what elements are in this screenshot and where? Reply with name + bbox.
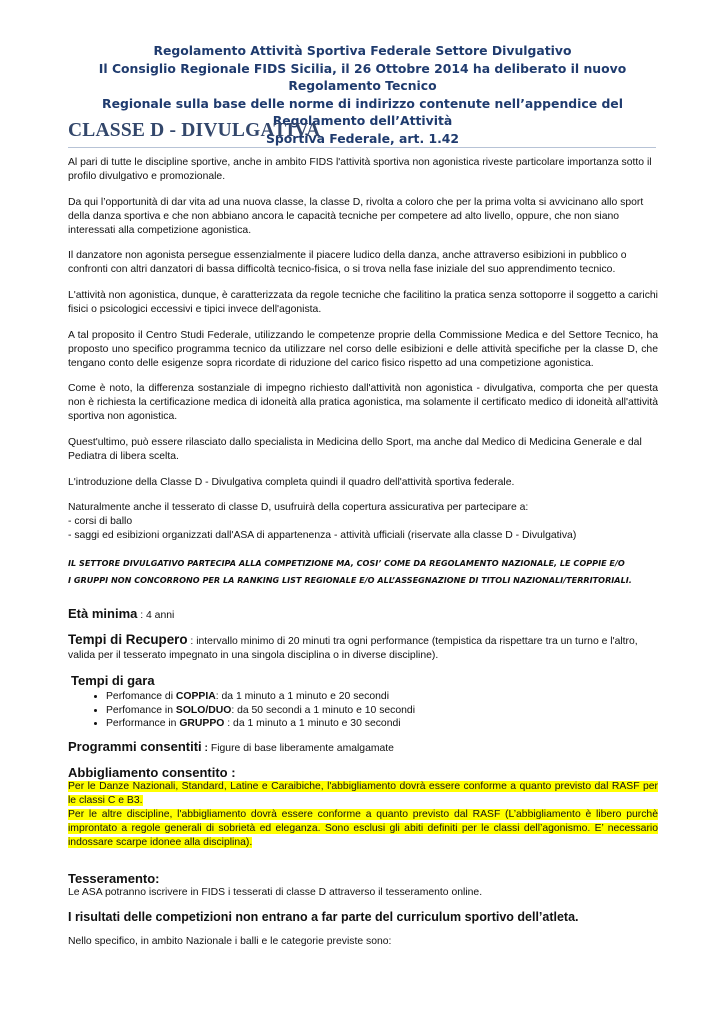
paragraph-certificate: Quest'ultimo, può essere rilasciato dallo specialista in Medicina dello Sport, ma anche dal Medico di Medicina Generale e dal Pediatra di libera scelta. (68, 436, 642, 462)
recupero-label: Tempi di Recupero (68, 631, 188, 647)
insurance-line-3: - saggi ed esibizioni organizzati dall'ASA di appartenenza - attività ufficiali (riservate alla classe D - Divulgativa) (68, 530, 577, 542)
abbigliamento-label: Abbigliamento consentito : (68, 765, 236, 781)
insurance-line-2: - corsi di ballo (68, 516, 133, 528)
header-line-3: Regionale sulla base delle norme di indirizzo contenute nell’appendice del Regolamento dell’Attività (102, 95, 623, 128)
document-body (68, 156, 658, 961)
gara-section (68, 674, 658, 732)
list-item: • Perfomance di COPPIA: da 1 minuto a 1 minuto e 20 secondi (106, 690, 658, 704)
abbigliamento-section (68, 766, 658, 849)
programmi-label: Programmi consentiti (68, 739, 202, 755)
notice-line-2: I GRUPPI NON CONCORRONO PER LA RANKING LIST REGIONALE E/O ALL’ASSEGNAZIONE DI TITOLI NAZIONALI/TERRITORIALI. (68, 574, 632, 585)
gara-label: Tempi di gara (71, 672, 155, 688)
paragraph-insurance (68, 501, 658, 543)
abbigliamento-text-2: Per le altre discipline, l'abbigliamento dovrà essere conforme a quanto previsto dal RASF (L’abbigliamento è libero purchè improntato a regole generali di sobrietà ed eleganza. Sono esclusi gli abiti definiti per le classi dell’agonismo. E’ necessario indossare scarpe idonee alla disciplina). (68, 809, 658, 848)
class-title: CLASSE D - DIVULGATIVA (68, 120, 656, 148)
programmi-value: Figure di base liberamente amalgamate (210, 743, 394, 755)
programmi-section (68, 740, 658, 756)
eta-value: : 4 anni (137, 610, 175, 622)
paragraph-opportunity: Da qui l’opportunità di dar vita ad una nuova classe, la classe D, rivolta a coloro che per la prima volta si avvicinano allo sport della danza sportiva e che non abbiano ancora le capacità tecniche per competere ad alto livello, oppure, che non siano interessati alla competizione agonistica. (68, 196, 644, 236)
tesseramento-section (68, 872, 658, 900)
paragraph-medical: Come è noto, la differenza sostanziale di impegno richiesto dall'attività non agonistica - divulgativa, comporta che per questa non è richiesta la certificazione medica di idoneità alla pratica agonistica, ma solamente il certificato medico di idoneità all'attività sportiva non agonistica. (68, 383, 658, 423)
notice-line-1: IL SETTORE DIVULGATIVO PARTECIPA ALLA COMPETIZIONE MA, COSI’ COME DA REGOLAMENTO NAZIONALE, LE COPPIE E/O (68, 558, 625, 569)
header-line-1: Regolamento Attività Sportiva Federale Settore Divulgativo (153, 43, 572, 58)
recupero-value: : intervallo minimo di 20 minuti tra ogni performance (tempistica da rispettare tra un turno e l'altro, valida per il tesserato impegnato in una singola disciplina o in diverse discipline). (68, 635, 638, 661)
paragraph-introduction: L'introduzione della Classe D - Divulgativa completa quindi il quadro dell'attività sportiva federale. (68, 476, 515, 488)
paragraph-study-center: A tal proposito il Centro Studi Federale, utilizzando le competenze proprie della Commissione Medica e del Settore Tecnico, ha proposto uno specifico programma tecnico da utilizzare nel corso delle esibizioni e delle attività specifiche per la classe D, che tengano conto delle esigenze sopra ricordate di riduzione del carico fisico rispetto ad una competizione agonistica. (68, 329, 658, 369)
programmi-colon: : (201, 743, 211, 755)
header-line-4: Sportiva Federale, art. 1.42 (265, 130, 460, 146)
list-item: • Performance in GRUPPO : da 1 minuto a 1 minuto e 30 secondi (106, 717, 658, 731)
eta-label: Età minima (68, 606, 138, 622)
paragraph-intro: Al pari di tutte le discipline sportive, anche in ambito FIDS l'attività sportiva non agonistica riveste particolare importanza sotto il profilo divulgativo e promozionale. (68, 157, 652, 182)
tesseramento-text: Le ASA potranno iscrivere in FIDS i tesserati di classe D attraverso il tesseramento online. (68, 886, 483, 898)
paragraph-activity: L'attività non agonistica, dunque, è caratterizzata da regole tecniche che facilitino la pratica senza sottoporre il soggetto a carichi fisici o psicologici eccessivi e tipici invece dell'agonista. (68, 290, 658, 315)
recupero-section (68, 633, 658, 663)
gara-list (68, 690, 658, 732)
tesseramento-label: Tesseramento: (68, 870, 160, 886)
nello-specifico: Nello specifico, in ambito Nazionale i balli e le categorie previste sono: (68, 936, 392, 948)
paragraph-dancer: Il danzatore non agonista persegue essenzialmente il piacere ludico della danza, anche attraverso esibizioni in pubblico o confronti con altri danzatori di bassa difficoltà tecnico-fisica, o si trova nella fase iniziale del suo apprendimento tecnico. (68, 250, 627, 276)
header-line-2: Il Consiglio Regionale FIDS Sicilia, il 26 Ottobre 2014 ha deliberato il nuovo Regolamento Tecnico (98, 60, 627, 93)
abbigliamento-text-1: Per le Danze Nazionali, Standard, Latine e Caraibiche, l'abbigliamento dovrà essere conforme a quanto previsto dal RASF per le classi C e B3. (68, 781, 658, 807)
insurance-line-1: Naturalmente anche il tesserato di classe D, usufruirà della copertura assicurativa per partecipare a: (68, 502, 529, 514)
risultati-heading: I risultati delle competizioni non entrano a far parte del curriculum sportivo dell’atleta. (68, 909, 579, 924)
notice-block (68, 555, 658, 588)
eta-section (68, 607, 658, 623)
list-item: • Perfomance in SOLO/DUO: da 50 secondi a 1 minuto e 10 secondi (106, 704, 658, 718)
